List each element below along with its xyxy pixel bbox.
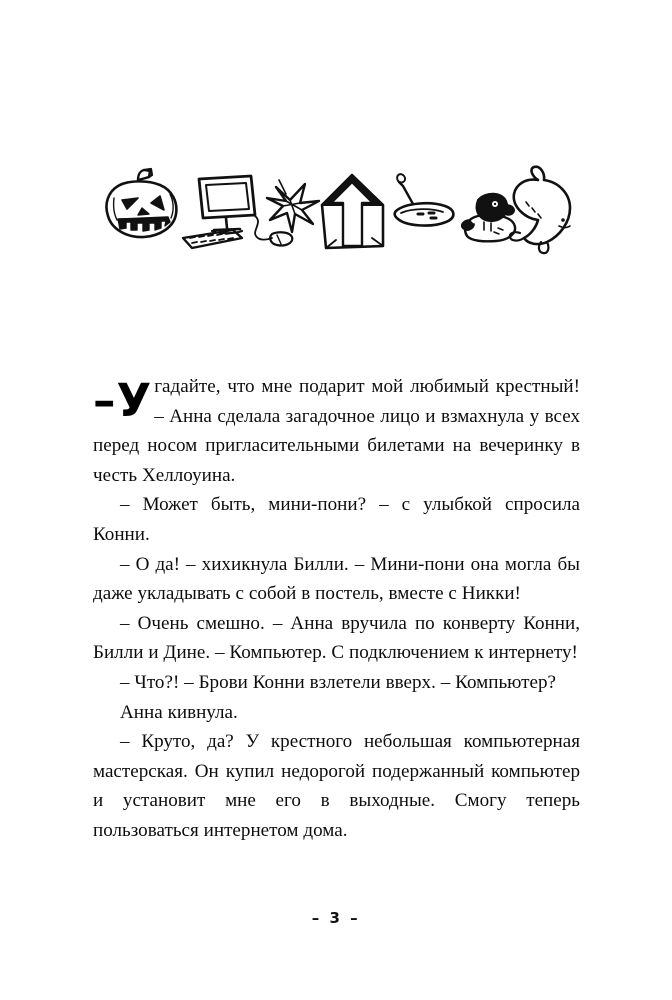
paragraph-7: – Круто, да? У крестного небольшая компьютерная мастерская. Он купил недорогой подержанный компьютер и установит мне его в выходные. Смогу теперь пользоваться интернетом дома. [93, 731, 580, 841]
chapter-illustration [100, 158, 572, 258]
paragraph-4: – Очень смешно. – Анна вручила по конверту Конни, Билли и Дине. – Компьютер. С подключением к интернету! [93, 612, 580, 664]
computer-monitor-icon [199, 176, 255, 233]
mouse-icon [255, 216, 292, 246]
paragraph-3: – О да! – хихикнула Билли. – Мини-пони она могла бы даже укладывать с собой в постель, вместе с Никки! [93, 553, 580, 605]
page-number: – 3 – [311, 909, 361, 927]
drop-cap [93, 375, 152, 427]
drop-cap-letter: У [116, 374, 153, 427]
paragraph-1-text: гадайте, что мне подарит мой любимый крестный! – Анна сделала загадочное лицо и взмахнула у всех перед носом пригласительными билетами на вечеринку в честь Хеллоуина. [93, 376, 580, 486]
dolphin-icon [510, 167, 570, 253]
bird-on-rock-icon [462, 194, 515, 242]
body-text [93, 372, 580, 846]
paragraph-1 [93, 372, 580, 490]
paragraph-6: Анна кивнула. [120, 701, 238, 723]
paragraph-2: – Может быть, мини-пони? – с улыбкой спросила Конни. [93, 494, 580, 545]
envelope-arrow-icon [322, 175, 383, 248]
drop-cap-dash: – [93, 374, 117, 427]
canoe-icon [395, 174, 454, 225]
paragraph-5: – Что?! – Брови Конни взлетели вверх. – Компьютер? [120, 671, 557, 693]
jack-o-lantern-icon [106, 169, 176, 237]
star-sparkle-icon [267, 180, 319, 232]
